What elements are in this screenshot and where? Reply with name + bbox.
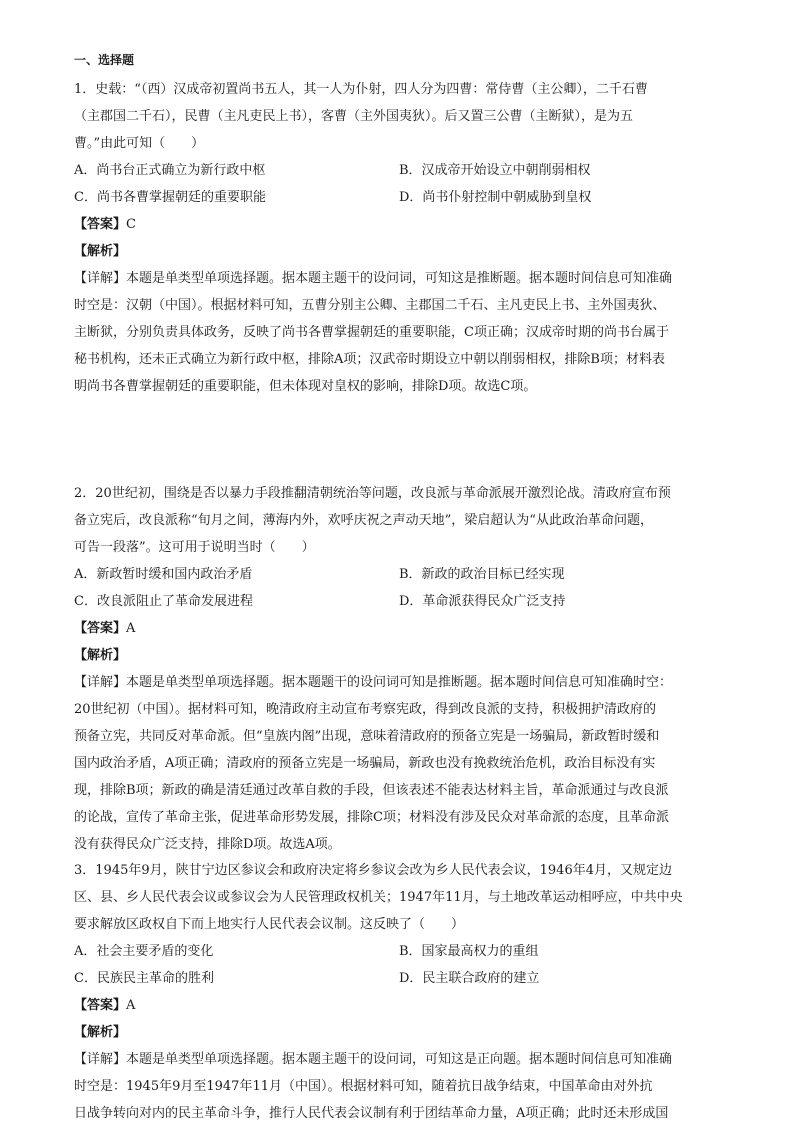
options-row (74, 157, 724, 184)
detail-line: 明尚书各曹掌握朝廷的重要职能，但未体现对皇权的影响，排除D项。故选C项。 (74, 379, 537, 394)
option-c: C．民族民主革命的胜利 (74, 971, 214, 986)
option-c: C．改良派阻止了革命发展进程 (74, 594, 253, 609)
answer-label: 【答案】 (74, 621, 127, 636)
analysis-label: 【解析】 (74, 1025, 127, 1040)
option-d: D．尚书仆射控制中朝威胁到皇权 (399, 190, 592, 205)
detail-line: 国内政治矛盾，A项正确；清政府的预备立宪是一场骗局，新政也没有挽救统治危机，政治目标没有实 (74, 756, 656, 771)
option-b: B．汉成帝开始设立中朝削弱相权 (399, 163, 591, 178)
option-b: B．新政的政治目标已经实现 (399, 567, 565, 582)
answer-value: A (126, 998, 136, 1013)
answer-value: C (126, 217, 136, 232)
analysis-line (74, 642, 724, 669)
detail-line: 时空是：1945年9月至1947年11月（中国）。根据材料可知，随着抗日战争结束，中国革命由对外抗 (74, 1079, 653, 1094)
question-1 (74, 76, 724, 400)
question-stem-line: 区、县、乡人民代表会议或参议会为人民管理政权机关；1947年11月，与土地改革运动相呼应，中共中央 (74, 890, 683, 905)
options-row (74, 965, 724, 992)
question-2 (74, 480, 724, 858)
question-stem-line: 可告一段落”。这可用于说明当时（ ） (74, 540, 315, 555)
detail-line: 秘书机构，还未正式确立为新行政中枢，排除A项；汉武帝时期设立中朝以削弱相权，排除B项；材料表 (74, 352, 665, 367)
options-row (74, 184, 724, 211)
question-stem-line: 要求解放区政权自下而上地实行人民代表会议制。这反映了（ ） (74, 917, 465, 932)
question-stem-line: （主郡国二千石），民曹（主凡吏民上书），客曹（主外国夷狄）。后又置三公曹（主断狱），是为五 (74, 109, 634, 124)
option-a: A．新政暂时缓和国内政治矛盾 (74, 567, 253, 582)
analysis-line (74, 238, 724, 265)
answer-label: 【答案】 (74, 998, 127, 1013)
question-stem-line: 曹。”由此可知（ ） (74, 136, 205, 151)
answer-value: A (126, 621, 136, 636)
analysis-label: 【解析】 (74, 648, 127, 663)
question-3 (74, 857, 724, 1127)
detail-line: 时空是：汉朝（中国）。根据材料可知，五曹分别主公卿、主郡国二千石、主凡吏民上书、主外国夷狄、 (74, 298, 666, 313)
question-stem-line: 3．1945年9月，陕甘宁边区参议会和政府决定将乡参议会改为乡人民代表会议，1946年4月，又规定边 (74, 863, 672, 878)
detail-line: 【详解】本题是单类型单项选择题。据本题主题干的设问词，可知这是推断题。据本题时间信息可知准确 (74, 271, 673, 286)
detail-line: 没有获得民众广泛支持，排除D项。故选A项。 (74, 837, 341, 852)
options-row (74, 938, 724, 965)
option-c: C．尚书各曹掌握朝廷的重要职能 (74, 190, 266, 205)
detail-line: 主断狱，分别负责具体政务，反映了尚书各曹掌握朝廷的重要职能，C项正确；汉成帝时期的尚书台属于 (74, 325, 669, 340)
option-d: D．民主联合政府的建立 (399, 971, 540, 986)
detail-line: 的论战，宣传了革命主张，促进革命形势发展，排除C项；材料没有涉及民众对革命派的态度，且革命派 (74, 810, 669, 825)
detail-line: 【详解】本题是单类型单项选择题。据本题题干的设问词可知是推断题。据本题时间信息可知准确时空： (74, 675, 673, 690)
question-stem-line: 备立宪后，改良派称“旬月之间，薄海内外，欢呼庆祝之声动天地”，梁启超认为“从此政治革命问题， (74, 513, 653, 528)
detail-line: 日战争转向对内的民主革命斗争，推行人民代表会议制有利于团结革命力量，A项正确；此时还未形成国 (74, 1106, 669, 1121)
options-row (74, 588, 724, 615)
option-a: A．社会主要矛盾的变化 (74, 944, 214, 959)
analysis-line (74, 1019, 724, 1046)
detail-line: 现，排除B项；新政的确是清廷通过改革自救的手段，但该表述不能表达材料主旨，革命派通过与改良派 (74, 783, 669, 798)
answer-line (74, 992, 724, 1019)
analysis-label: 【解析】 (74, 244, 127, 259)
answer-label: 【答案】 (74, 217, 127, 232)
question-stem-line: 1．史载：“（西）汉成帝初置尚书五人，其一人为仆射，四人分为四曹：常侍曹（主公卿），二千石曹 (74, 82, 648, 97)
question-stem-line: 2．20世纪初，围绕是否以暴力手段推翻清朝统治等问题，改良派与革命派展开激烈论战。清政府宣布预 (74, 486, 671, 501)
option-a: A．尚书台正式确立为新行政中枢 (74, 163, 266, 178)
answer-line (74, 615, 724, 642)
section-title: 一、选择题 (74, 53, 135, 67)
option-b: B．国家最高权力的重组 (399, 944, 539, 959)
detail-line: 20世纪初（中国）。据材料可知，晚清政府主动宣布考察宪政，得到改良派的支持，积极拥护清政府的 (74, 702, 657, 717)
detail-line: 【详解】本题是单类型单项选择题。据本题主题干的设问词，可知这是正向题。据本题时间信息可知准确 (74, 1052, 673, 1067)
option-d: D．革命派获得民众广泛支持 (399, 594, 566, 609)
answer-line (74, 211, 724, 238)
detail-line: 预备立宪，共同反对革命派。但“皇族内阁”出现，意味着清政府的预备立宪是一场骗局，新政暂时缓和 (74, 729, 660, 744)
options-row (74, 561, 724, 588)
